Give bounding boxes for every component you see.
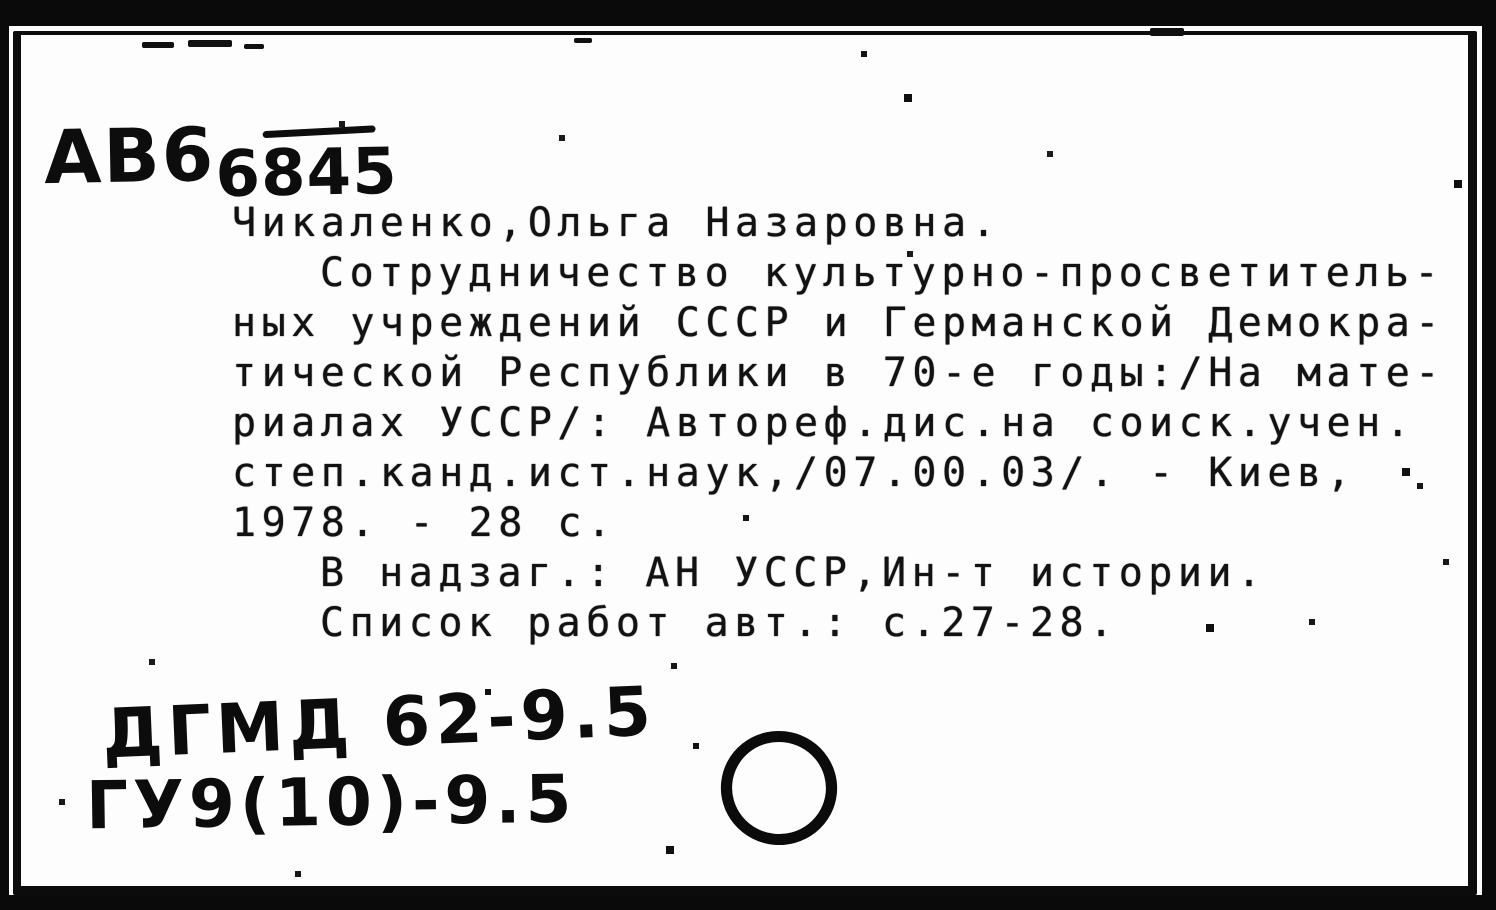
scan-noise-dash [188,40,232,47]
entry-line-author: Чикаленко,Ольга Назаровна. [232,200,1002,246]
call-number-line-1: ДГМД 62-9.5 [100,672,658,775]
scan-noise-dash [244,44,264,49]
scan-edge-left [0,0,9,910]
scan-noise-dash [1150,28,1184,36]
entry-line: риалах УССР/: Автореф.дис.на соиск.учен. [232,400,1416,446]
scan-edge-top [0,0,1496,26]
shelf-mark-prefix: АВ6 [43,112,216,202]
scan-edge-right [1482,0,1496,910]
entry-line-series-note: В надзаг.: АН УССР,Ин-т истории. [320,550,1267,596]
scan-noise-dash [574,38,592,43]
scan-noise-specks [0,0,4,4]
scan-edge-bottom [0,895,1496,910]
entry-line: Сотрудничество культурно-просветитель- [320,250,1445,296]
entry-line: 1978. - 28 с. [232,500,617,546]
entry-line: степ.канд.ист.наук,/07.00.03/. - Киев, [232,450,1357,496]
entry-line-works-note: Список работ авт.: с.27-28. [320,600,1119,646]
entry-line: ных учреждений СССР и Германской Демокра- [232,300,1445,346]
catalog-entry [232,198,1472,648]
scan-noise-dash [142,42,174,48]
shelf-mark-number: 6845 [215,135,398,212]
call-number-line-2: ГУ9(10)-9.5 [85,760,577,845]
entry-line: тической Республики в 70-е годы:/На мате- [232,350,1445,396]
shelf-mark [43,109,399,213]
